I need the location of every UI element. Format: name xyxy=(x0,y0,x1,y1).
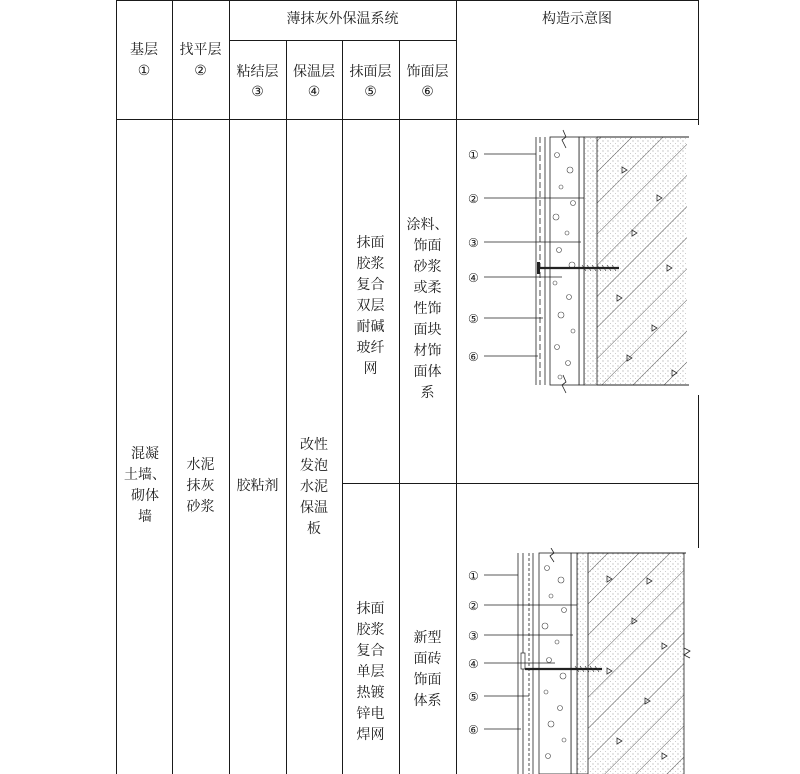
diagram2-label-5: ⑤ xyxy=(468,690,479,704)
diagram2-label-2: ② xyxy=(468,599,479,613)
construction-diagram-2 xyxy=(457,548,699,774)
header-system-title: 薄抹灰外保温系统 xyxy=(286,11,399,27)
cell-insul: 改性 发泡 水泥 保温 板 xyxy=(300,437,328,537)
diagram2-label-4: ④ xyxy=(468,657,479,671)
diagram1-label-3: ③ xyxy=(468,236,479,250)
diagram1-label-1: ① xyxy=(468,148,479,162)
header-base-num: ① xyxy=(137,63,151,79)
diagram1-label-5: ⑤ xyxy=(468,312,479,326)
table-top-border xyxy=(116,0,698,1)
cell-row2-plaster: 抹面 胶浆 复合 单层 热镀 锌电 焊网 xyxy=(356,601,385,743)
diagram2-label-1: ① xyxy=(468,569,479,583)
diagram1-label-6: ⑥ xyxy=(468,350,479,364)
cell-row1-plaster: 抹面 胶浆 复合 双层 耐碱 玻纤 网 xyxy=(356,235,385,377)
header-diagram-title: 构造示意图 xyxy=(542,11,612,27)
header-insul-layer: 保温层 xyxy=(293,64,335,80)
col-line-2 xyxy=(172,0,173,774)
header-plaster-num: ⑤ xyxy=(364,84,377,100)
header-bond-layer: 粘结层 xyxy=(236,64,279,80)
cell-base: 混凝 土墙、 砌体 墙 xyxy=(124,446,166,525)
cell-row2-finish: 新型 面砖 饰面 体系 xyxy=(413,630,442,709)
header-insul-num: ④ xyxy=(307,84,321,100)
diagram1-label-4: ④ xyxy=(468,271,479,285)
table-left-border xyxy=(116,0,117,774)
col-line-3 xyxy=(229,0,230,774)
header-finish-layer: 饰面层 xyxy=(406,64,449,80)
header-bond-num: ③ xyxy=(251,84,264,100)
cell-level: 水泥 抹灰 砂浆 xyxy=(186,457,215,515)
col-line-4 xyxy=(286,40,287,774)
header-base-layer: 基层 xyxy=(130,42,158,58)
cell-row1-finish: 涂料、 饰面 砂浆 或柔 性饰 面块 材饰 面体 系 xyxy=(406,217,449,401)
construction-diagram-1 xyxy=(457,125,699,395)
header-level-num: ② xyxy=(194,63,207,79)
header-level-layer: 找平层 xyxy=(179,42,222,58)
header-finish-num: ⑥ xyxy=(421,84,434,100)
diagram1-label-2: ② xyxy=(468,192,479,206)
diagram2-label-3: ③ xyxy=(468,629,479,643)
header-plaster-layer: 抹面层 xyxy=(349,64,392,80)
header-bottom-line xyxy=(116,119,698,120)
row-divider-line xyxy=(342,483,698,484)
diagram2-label-6: ⑥ xyxy=(468,723,479,737)
cell-bond: 胶粘剂 xyxy=(236,478,279,494)
